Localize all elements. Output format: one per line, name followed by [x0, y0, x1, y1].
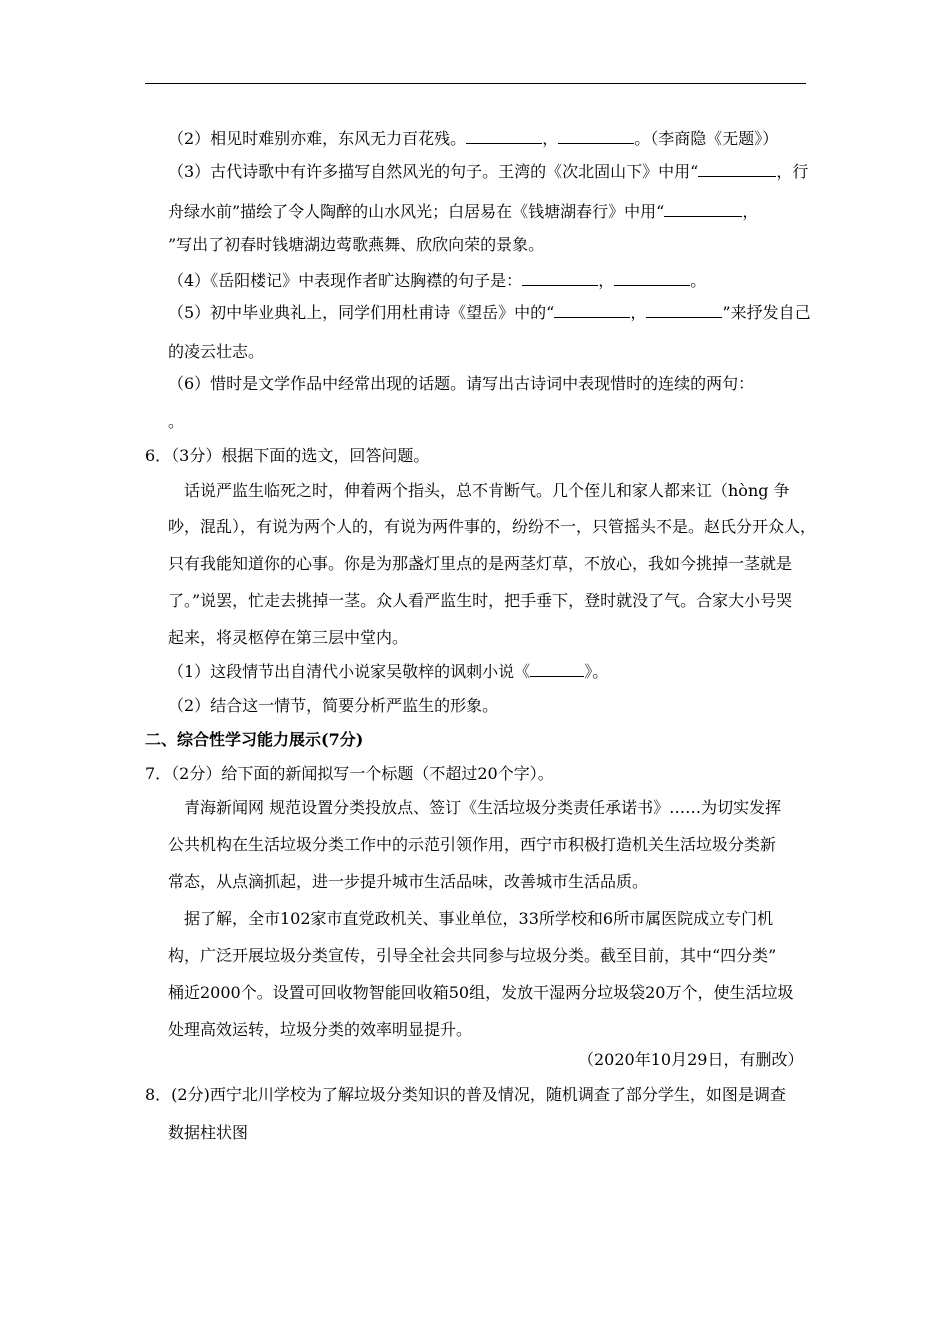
answer-blank[interactable] — [530, 661, 584, 677]
q8-stem-line-2: 数据柱状图 — [168, 1123, 249, 1142]
answer-blank[interactable] — [698, 161, 776, 177]
q5-item-2: （2）相见时难别亦难，东风无力百花残。 ， 。（李商隐《无题》） — [168, 129, 779, 148]
q6-sub-question-1: （1）这段情节出自清代小说家吴敬梓的讽刺小说《 》。 — [168, 662, 609, 681]
q5-item-4: （4）《岳阳楼记》中表现作者旷达胸襟的句子是： ， 。 — [168, 271, 707, 290]
q7-news-line-3: 常态，从点滴抓起，进一步提升城市生活品味，改善城市生活品质。 — [168, 872, 649, 891]
q6-passage-line-4: 了。”说罢，忙走去挑掉一茎。众人看严监生时，把手垂下，登时就没了气。合家大小号哭 — [168, 591, 793, 610]
q6-passage-line-5: 起来，将灵柩停在第三层中堂内。 — [168, 628, 409, 647]
q5-item-5-line-2: 的凌云壮志。 — [168, 342, 265, 361]
q5-item-6-line-2: 。 — [168, 412, 185, 431]
q8-stem-line-1: 8．(2分)西宁北川学校为了解垃圾分类知识的普及情况，随机调查了部分学生，如图是调查 — [145, 1085, 786, 1104]
q5-item-3-line-2: 舟绿水前”描绘了令人陶醉的山水风光；白居易在《钱塘湖春行》中用“ ， — [168, 202, 759, 221]
q6-passage-line-2: 吵，混乱），有说为两个人的，有说为两件事的，纷纷不一，只管摇头不是。赵氏分开众人， — [168, 517, 817, 536]
answer-blank[interactable] — [466, 128, 542, 144]
answer-blank[interactable] — [614, 270, 690, 286]
q7-news-line-2: 公共机构在生活垃圾分类工作中的示范引领作用，西宁市积极打造机关生活垃圾分类新 — [168, 835, 777, 854]
q6-stem: 6．（3分）根据下面的选文，回答问题。 — [145, 446, 430, 465]
q5-item-3-line-1: （3）古代诗歌中有许多描写自然风光的句子。王湾的《次北固山下》中用“ ，行 — [168, 162, 809, 181]
q7-news-line-6: 桶近2000个。设置可回收物智能回收箱50组，发放干湿两分垃圾袋20万个，使生活垃圾 — [168, 983, 794, 1002]
q7-news-source: （2020年10月29日，有删改） — [578, 1050, 804, 1069]
answer-blank[interactable] — [558, 128, 634, 144]
answer-blank[interactable] — [664, 201, 742, 217]
q5-item-6-line-1: （6）惜时是文学作品中经常出现的话题。请写出古诗词中表现惜时的连续的两句： — [168, 374, 755, 393]
answer-blank[interactable] — [522, 270, 598, 286]
q6-passage-line-3: 只有我能知道你的心事。你是为那盏灯里点的是两茎灯草，不放心，我如今挑掉一茎就是 — [168, 554, 793, 573]
q5-item-3-line-3: ”写出了初春时钱塘湖边莺歌燕舞、欣欣向荣的景象。 — [168, 235, 545, 254]
section-heading: 二、综合性学习能力展示(7分) — [145, 730, 364, 749]
q7-news-line-7: 处理高效运转，垃圾分类的效率明显提升。 — [168, 1020, 473, 1039]
q5-item-5-line-1: （5）初中毕业典礼上，同学们用杜甫诗《望岳》中的“ ， ”来抒发自己 — [168, 303, 811, 322]
q6-passage-line-1: 话说严监生临死之时，伸着两个指头，总不肯断气。几个侄儿和家人都来讧（hòng 争 — [184, 481, 790, 500]
q7-stem: 7．（2分）给下面的新闻拟写一个标题（不超过20个字）。 — [145, 764, 554, 783]
q7-news-line-4: 据了解，全市102家市直党政机关、事业单位，33所学校和6所市属医院成立专门机 — [184, 909, 774, 928]
answer-blank[interactable] — [554, 302, 630, 318]
q6-sub-question-2: （2）结合这一情节，简要分析严监生的形象。 — [168, 696, 499, 715]
q7-news-line-1: 青海新闻网 规范设置分类投放点、签订《生活垃圾分类责任承诺书》……为切实发挥 — [184, 798, 782, 817]
q7-news-line-5: 构，广泛开展垃圾分类宣传，引导全社会共同参与垃圾分类。截至目前，其中“四分类” — [168, 946, 777, 965]
answer-blank[interactable] — [646, 302, 722, 318]
header-rule — [145, 83, 806, 84]
